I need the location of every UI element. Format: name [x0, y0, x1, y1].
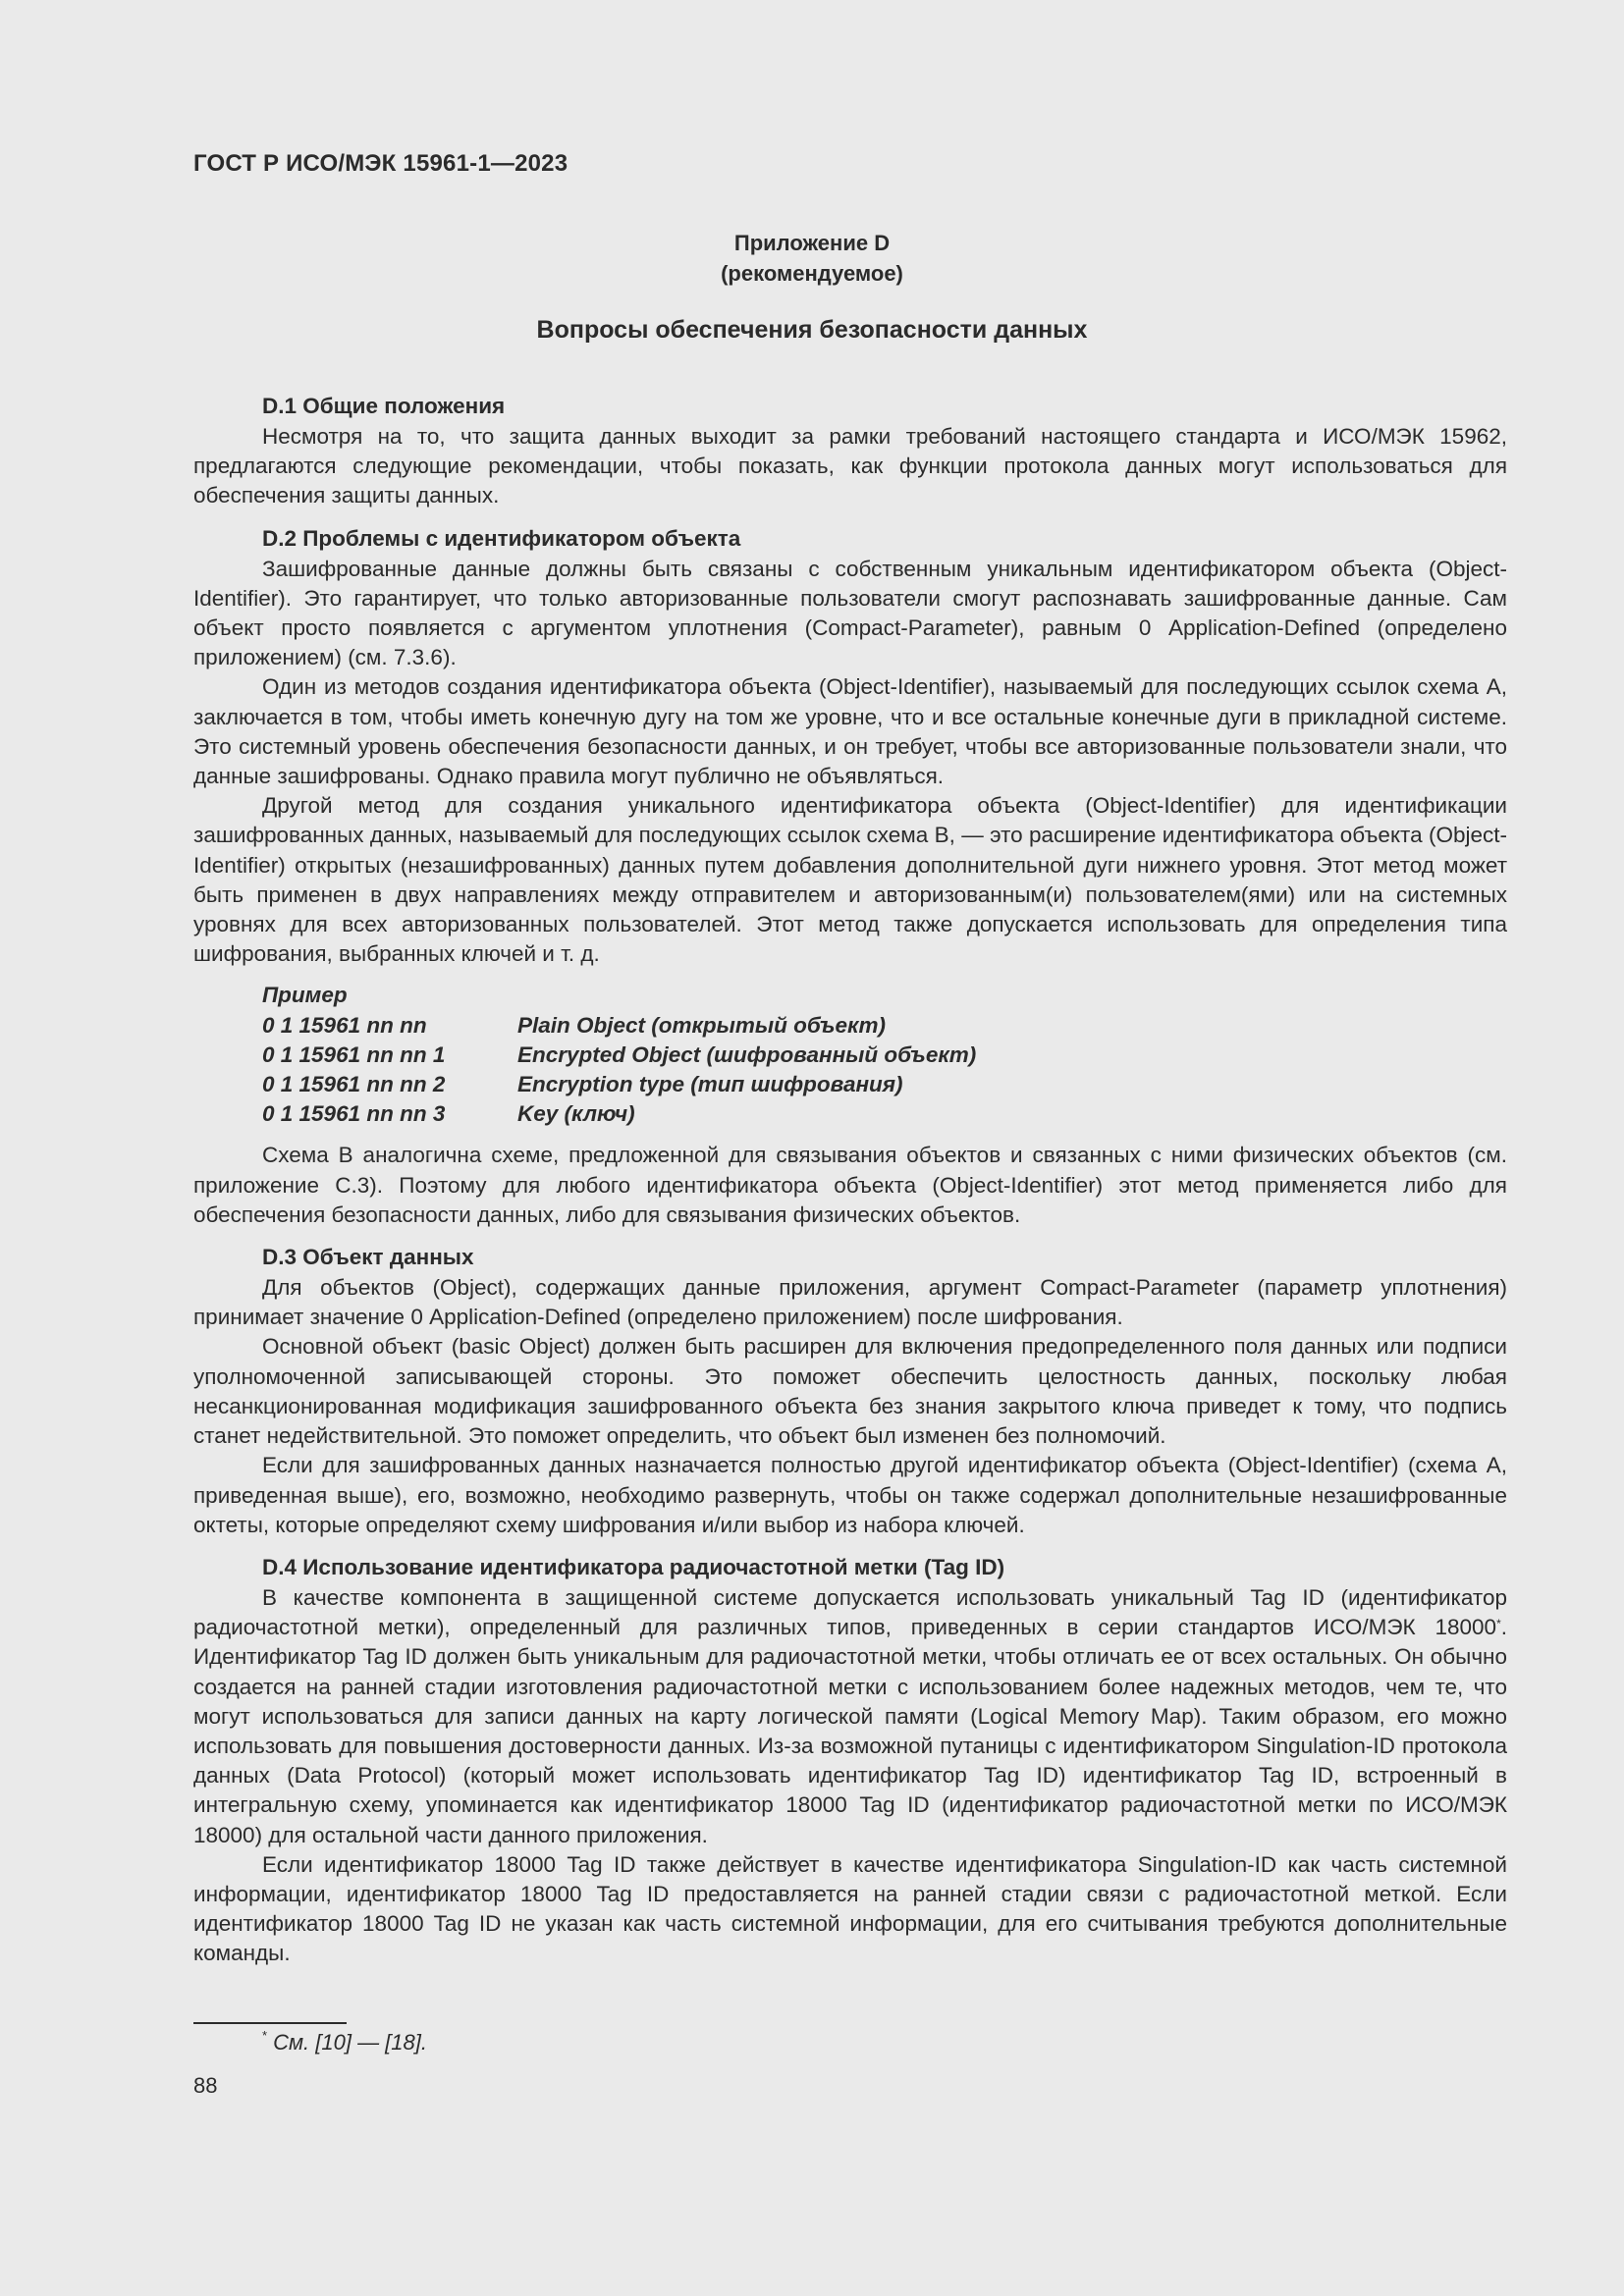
example-desc: Plain Object (открытый объект): [517, 1012, 886, 1038]
paragraph: [193, 1583, 1507, 1850]
footnote-reference[interactable]: *: [1496, 1617, 1501, 1631]
footnote-divider: [193, 2022, 347, 2024]
paragraph: Схема B аналогична схеме, предложенной для связывания объектов и связанных с ними физических объектов (см. приложение C.3). Поэтому для любого идентификатора объекта (Object-Identifier) этот метод применяется либо для обеспечения безопасности данных, либо для связывания физических объектов.: [193, 1143, 1507, 1227]
example-code: 0 1 15961 nn nn: [262, 1012, 427, 1038]
example-row: [262, 1011, 1507, 1041]
section-heading-d1: D.1 Общие положения: [262, 394, 506, 418]
example-code: 0 1 15961 nn nn 2: [262, 1072, 446, 1097]
paragraph: Для объектов (Object), содержащих данные приложения, аргумент Compact-Parameter (параметр уплотнения) принимает значение 0 Application-Defined (определено приложением) после шифрования.: [193, 1275, 1507, 1330]
example-block: [193, 981, 1507, 1129]
page-number: 88: [193, 2073, 218, 2098]
paragraph: Зашифрованные данные должны быть связаны с собственным уникальным идентификатором объекта (Object-Identifier). Это гарантирует, что только авторизованные пользователи смогут распознавать зашифрованные данные. Сам объект просто появляется с аргументом уплотнения (Compact-Parameter), равным 0 Application-Defined (определено приложением) (см. 7.3.6).: [193, 556, 1507, 670]
footnote: [262, 2030, 427, 2056]
document-body: [193, 391, 1507, 1969]
paragraph-text: В качестве компонента в защищенной системе допускается использовать уникальный Tag ID (идентификатор радиочастотной метки), определенный для различных типов, приведенных в серии стандартов ИСО/МЭК 18000: [193, 1584, 1507, 1640]
annex-label: Приложение D: [733, 231, 891, 255]
example-label: Пример: [262, 983, 348, 1008]
example-code: 0 1 15961 nn nn 3: [262, 1101, 446, 1127]
annex-title: Вопросы обеспечения безопасности данных: [536, 316, 1088, 344]
paragraph: Другой метод для создания уникального идентификатора объекта (Object-Identifier) для идентификации зашифрованных данных, называемый для последующих ссылок схема B, — это расширение идентификатора объекта (Object-Identifier) открытых (незашифрованных) данных путем добавления дополнительной дуги нижнего уровня. Этот метод может быть применен в двух направлениях между отправителем и авторизованным(и) пользователем(ями) или на системных уровнях для всех авторизованных пользователей. Этот метод также допускается использовать для определения типа шифрования, выбранных ключей и т. д.: [193, 793, 1507, 967]
example-row: [262, 1041, 1507, 1070]
example-desc: Encrypted Object (шифрованный объект): [517, 1041, 977, 1067]
paragraph: Если для зашифрованных данных назначается полностью другой идентификатор объекта (Object-Identifier) (схема A, приведенная выше), его, возможно, необходимо развернуть, чтобы он также содержал дополнительные незашифрованные октеты, которые определяют схему шифрования и/или выбор из набора ключей.: [193, 1453, 1507, 1537]
paragraph: Основной объект (basic Object) должен быть расширен для включения предопределенного поля данных или подписи уполномоченной записывающей стороны. Это поможет обеспечить целостность данных, поскольку любая несанкционированная модификация зашифрованного объекта без знания закрытого ключа приведет к тому, что подпись станет недействительной. Это поможет определить, что объект был изменен без полномочий.: [193, 1334, 1507, 1449]
paragraph: Несмотря на то, что защита данных выходит за рамки требований настоящего стандарта и ИСО/МЭК 15962, предлагаются следующие рекомендации, чтобы показать, как функции протокола данных могут использоваться для обеспечения защиты данных.: [193, 424, 1507, 508]
example-desc: Encryption type (тип шифрования): [517, 1072, 903, 1097]
example-desc: Key (ключ): [517, 1101, 635, 1127]
section-heading-d2: D.2 Проблемы с идентификатором объекта: [262, 525, 741, 551]
annex-heading: [0, 228, 1624, 289]
footnote-mark: *: [262, 2028, 268, 2043]
example-row: [262, 1070, 1507, 1099]
paragraph: Один из методов создания идентификатора объекта (Object-Identifier), называемый для последующих ссылок схема A, заключается в том, чтобы иметь конечную дугу на том же уровне, что и все остальные конечные дуги в прикладной системе. Это системный уровень обеспечения безопасности данных, и он требует, чтобы все авторизованные пользователи знали, что данные зашифрованы. Однако правила могут публично не объявляться.: [193, 674, 1507, 789]
annex-type: (рекомендуемое): [721, 261, 903, 286]
example-code: 0 1 15961 nn nn 1: [262, 1041, 446, 1067]
footnote-text: См. [10] — [18].: [273, 2030, 427, 2055]
paragraph-text: . Идентификатор Tag ID должен быть уникальным для радиочастотной метки, чтобы отличать ее от всех остальных. Он обычно создается на ранней стадии изготовления радиочастотной метки с использованием более надежных методов, чем те, что могут использоваться для записи данных на карту логической памяти (Logical Memory Map). Таким образом, его можно использовать для повышения достоверности данных. Из-за возможной путаницы с идентификатором Singulation-ID протокола данных (Data Protocol) (который может использовать идентификатор Tag ID) идентификатор Tag ID, встроенный в интегральную схему, упоминается как идентификатор 18000 Tag ID (идентификатор радиочастотной метки по ИСО/МЭК 18000) для остальной части данного приложения.: [193, 1615, 1507, 1847]
document-header: ГОСТ Р ИСО/МЭК 15961-1—2023: [193, 150, 568, 177]
section-heading-d4: D.4 Использование идентификатора радиочастотной метки (Tag ID): [262, 1554, 1005, 1579]
example-row: [262, 1099, 1507, 1129]
section-heading-d3: D.3 Объект данных: [262, 1245, 474, 1270]
paragraph: Если идентификатор 18000 Tag ID также действует в качестве идентификатора Singulation-ID как часть системной информации, идентификатор 18000 Tag ID предоставляется на ранней стадии связи с радиочастотной меткой. Если идентификатор 18000 Tag ID не указан как часть системной информации, для его считывания требуются дополнительные команды.: [193, 1851, 1507, 1966]
